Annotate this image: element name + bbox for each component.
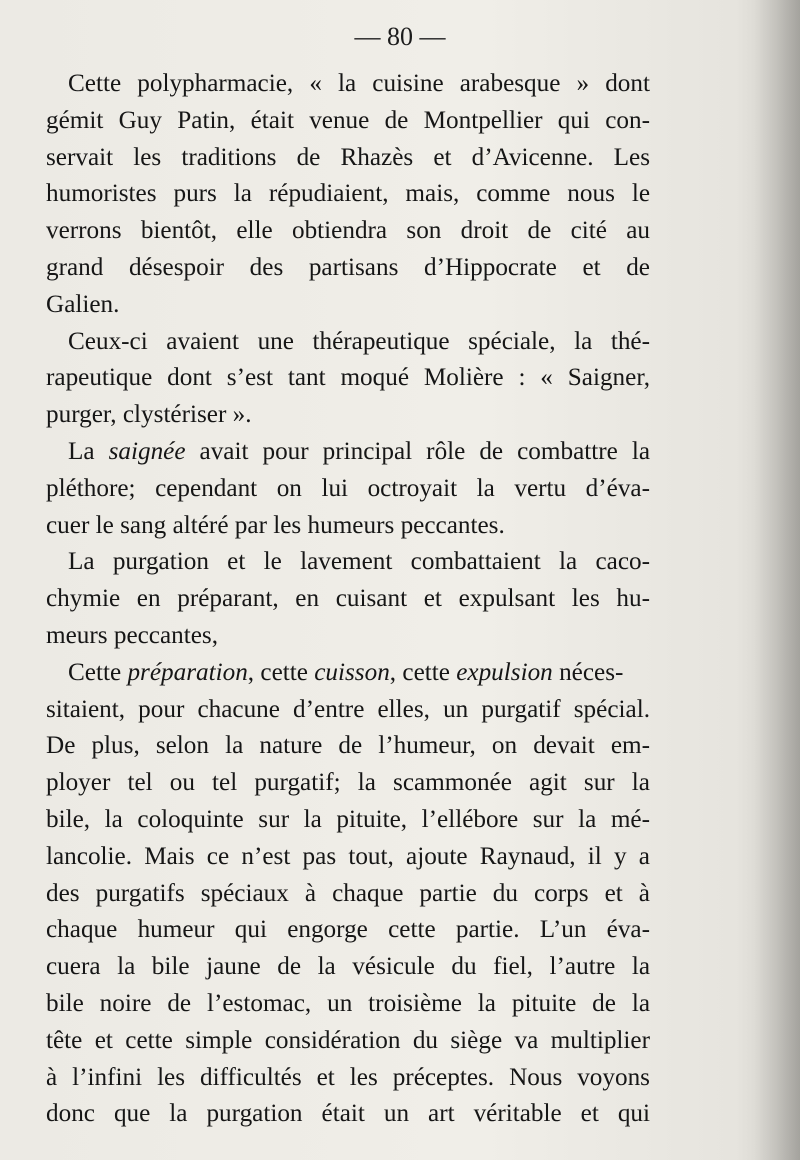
- text-line: Ceux-ci avaient une thérapeutique spéciale, la thé-: [68, 327, 650, 355]
- text-line: bile noire de l’estomac, un troisième la pituite de la: [46, 989, 650, 1017]
- text-line: [46, 655, 650, 692]
- emphasis-saignee: saignée: [108, 437, 186, 465]
- text-run: , cette: [247, 658, 315, 686]
- text-line: De plus, selon la nature de l’humeur, on devait em-: [46, 732, 650, 760]
- text-run: néces-: [552, 658, 624, 686]
- text-run: La: [68, 437, 109, 465]
- text-line: grand désespoir des partisans d’Hippocrate et de: [46, 253, 650, 281]
- text-line: bile, la coloquinte sur la pituite, l’ellébore sur la mé-: [46, 805, 650, 833]
- text-line: La purgation et le lavement combattaient la caco-: [68, 548, 650, 576]
- text-line: tête et cette simple considération du siège va multiplier: [46, 1026, 650, 1054]
- text-line: gémit Guy Patin, était venue de Montpellier qui con-: [46, 106, 650, 134]
- text-line: chaque humeur qui engorge cette partie. L’un éva-: [46, 916, 650, 944]
- text-line: purger, clystériser ».: [46, 401, 252, 429]
- text-line: donc que la purgation était un art véritable et qui: [46, 1100, 650, 1128]
- page-number: — 80 —: [354, 22, 446, 51]
- text-line: ployer tel ou tel purgatif; la scammonée agit sur la: [46, 769, 650, 797]
- text-line: humoristes purs la répudiaient, mais, comme nous le: [46, 180, 650, 208]
- body-text: [46, 66, 650, 1133]
- text-line: verrons bientôt, elle obtiendra son droit de cité au: [46, 217, 650, 245]
- text-line: rapeutique dont s’est tant moqué Molière : « Saigner,: [46, 364, 650, 392]
- text-line: chymie en préparant, en cuisant et expulsant les hu-: [46, 585, 650, 613]
- text-line: pléthore; cependant on lui octroyait la vertu d’éva-: [46, 474, 650, 502]
- emphasis-preparation: préparation: [127, 658, 248, 686]
- text-line: sitaient, pour chacune d’entre elles, un purgatif spécial.: [46, 695, 650, 723]
- text-run: avait pour principal rôle de combattre la: [185, 437, 650, 465]
- text-run: , cette: [389, 658, 457, 686]
- text-line: cuera la bile jaune de la vésicule du fiel, l’autre la: [46, 953, 650, 981]
- page-edge-shadow: [754, 0, 800, 1160]
- text-line: Cette polypharmacie, « la cuisine arabesque » dont: [68, 70, 650, 97]
- text-line: servait les traditions de Rhazès et d’Avicenne. Les: [46, 143, 650, 171]
- text-run: Cette: [68, 658, 128, 686]
- emphasis-cuisson: cuisson: [314, 658, 390, 686]
- text-line: [46, 434, 650, 471]
- text-line: à l’infini les difficultés et les préceptes. Nous voyons: [46, 1063, 650, 1091]
- text-line: meurs peccantes,: [46, 621, 219, 649]
- text-line: des purgatifs spéciaux à chaque partie du corps et à: [46, 879, 650, 907]
- text-line: cuer le sang altéré par les humeurs peccantes.: [46, 511, 505, 539]
- text-line: Galien.: [46, 290, 120, 318]
- text-line: lancolie. Mais ce n’est pas tout, ajoute Raynaud, il y a: [46, 842, 650, 870]
- emphasis-expulsion: expulsion: [456, 658, 553, 686]
